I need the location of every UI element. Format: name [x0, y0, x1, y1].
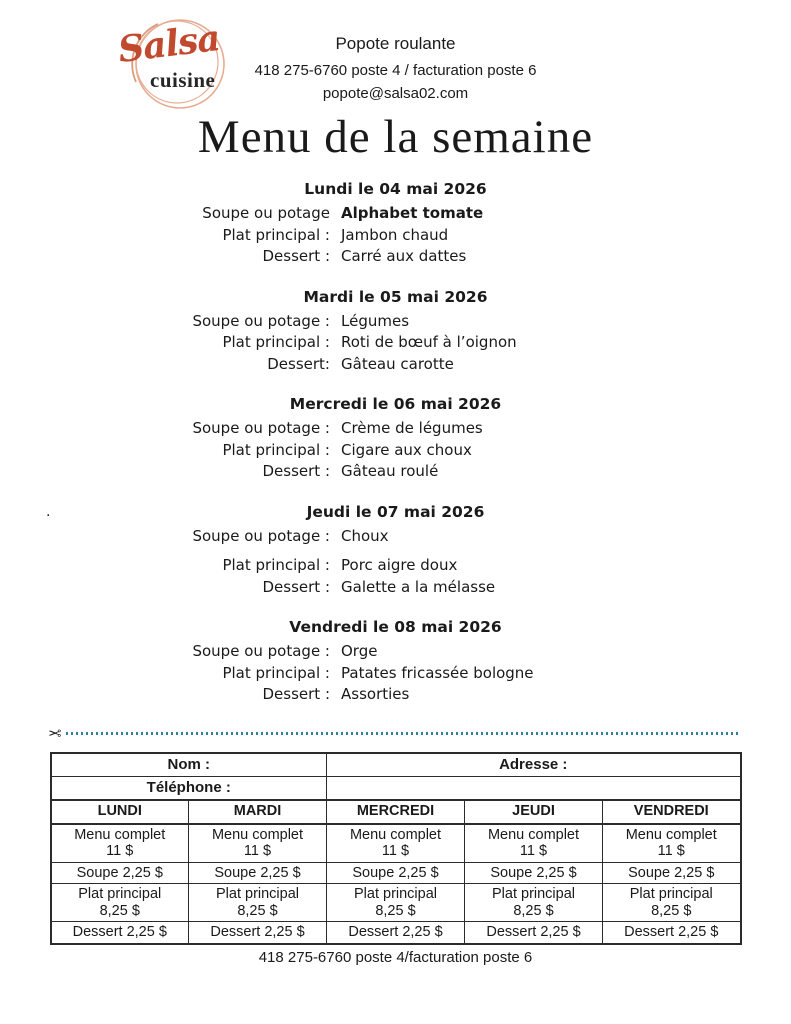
stray-period-mark: .	[46, 504, 51, 520]
day-header-lundi: LUNDI	[51, 800, 189, 824]
price-cell[interactable]	[465, 884, 603, 922]
dish-name: Gâteau carotte	[341, 354, 454, 373]
price-line: 11 $	[657, 843, 685, 859]
email-line: popote@salsa02.com	[322, 85, 469, 102]
day-section-vendredi	[0, 617, 791, 706]
dish-name: Crème de légumes	[341, 419, 483, 437]
day-header-mercredi: MERCREDI	[327, 800, 465, 824]
price-line: Soupe 2,25 $	[490, 864, 577, 881]
order-form-table	[50, 752, 742, 945]
cut-here-line	[44, 725, 741, 743]
page-title: Menu de la semaine	[197, 111, 594, 163]
dish-name: Assorties	[341, 685, 410, 703]
footer-contact-line: 418 275-6760 poste 4/facturation poste 6	[258, 948, 533, 966]
menu-row-dessert	[0, 246, 791, 268]
menu-row-soupe	[0, 641, 791, 663]
price-line: 8,25 $	[99, 902, 140, 919]
price-cell[interactable]	[603, 862, 741, 884]
price-line: Dessert 2,25 $	[210, 924, 305, 940]
price-row-dessert	[51, 922, 741, 944]
course-label: Plat principal :	[222, 663, 330, 682]
price-row-menu-complet	[51, 824, 741, 863]
price-cell[interactable]	[603, 922, 741, 944]
price-row-soupe	[51, 862, 741, 884]
price-cell[interactable]	[603, 824, 741, 863]
menu-row-plat	[0, 440, 791, 462]
phone-line: 418 275-6760 poste 4 / facturation poste 6	[254, 62, 537, 79]
price-line: Menu complet	[349, 826, 442, 843]
logo-script-text: Salsa	[115, 16, 222, 72]
dish-name: Orge	[341, 642, 378, 660]
course-label: Plat principal :	[222, 225, 330, 244]
price-line: 11 $	[381, 843, 410, 859]
course-label: Dessert :	[262, 685, 330, 703]
price-cell[interactable]	[465, 824, 603, 863]
price-line: Dessert 2,25 $	[348, 924, 443, 940]
menu-row-plat	[0, 555, 791, 577]
price-line: Menu complet	[625, 826, 717, 843]
salsa-cuisine-logo	[106, 12, 246, 114]
day-section-mercredi	[0, 394, 791, 483]
price-line: Menu complet	[487, 826, 580, 843]
price-cell[interactable]	[189, 884, 327, 922]
price-line: Plat principal	[629, 886, 713, 902]
dish-name: Carré aux dattes	[341, 247, 467, 265]
logo-word-text: cuisine	[150, 68, 216, 92]
dish-name: Jambon chaud	[341, 225, 449, 244]
day-heading: Mercredi le 06 mai 2026	[289, 395, 502, 413]
menu-row-dessert	[0, 684, 791, 706]
course-label: Soupe ou potage :	[192, 419, 330, 437]
price-cell[interactable]	[189, 922, 327, 944]
dish-name: Gâteau roulé	[341, 462, 439, 480]
price-cell[interactable]	[327, 824, 465, 863]
dish-name: Galette a la mélasse	[341, 577, 496, 596]
dish-name: Patates fricassée bologne	[341, 663, 534, 682]
price-cell[interactable]	[51, 884, 189, 922]
menu-row-plat	[0, 663, 791, 685]
dish-name: Alphabet tomate	[341, 204, 484, 222]
price-cell[interactable]	[51, 862, 189, 884]
menu-row-dessert	[0, 577, 791, 599]
course-label: Soupe ou potage :	[192, 642, 330, 660]
price-cell[interactable]	[327, 862, 465, 884]
price-line: Plat principal	[78, 886, 162, 902]
menu-row-soupe	[0, 203, 791, 225]
price-line: Soupe 2,25 $	[76, 864, 163, 881]
menu-row-soupe	[0, 526, 791, 548]
price-line: 8,25 $	[237, 902, 278, 919]
price-line: Soupe 2,25 $	[214, 864, 301, 881]
day-heading: Mardi le 05 mai 2026	[303, 287, 488, 306]
menu-row-plat	[0, 332, 791, 354]
day-header-vendredi: VENDREDI	[603, 800, 741, 824]
price-line: 11 $	[519, 843, 548, 859]
organization-name: Popote roulante	[335, 34, 456, 53]
dish-name: Porc aigre doux	[341, 556, 458, 574]
dish-name: Roti de bœuf à l’oignon	[341, 333, 517, 351]
menu-row-soupe	[0, 418, 791, 440]
price-line: Dessert 2,25 $	[624, 924, 719, 940]
adresse-field[interactable]: Adresse :	[327, 753, 741, 777]
price-line: Plat principal	[491, 886, 575, 902]
dish-name: Choux	[341, 526, 389, 545]
dish-name: Légumes	[341, 311, 410, 330]
menu-row-plat	[0, 225, 791, 247]
course-label: Plat principal :	[222, 333, 330, 351]
nom-field[interactable]: Nom :	[51, 753, 327, 777]
telephone-field[interactable]: Téléphone :	[51, 776, 327, 800]
price-line: 8,25 $	[513, 902, 554, 919]
day-section-mardi	[0, 287, 791, 376]
dotted-cut-rule	[66, 732, 741, 735]
course-label: Soupe ou potage :	[192, 526, 330, 545]
price-cell[interactable]	[327, 922, 465, 944]
day-header-row	[51, 800, 741, 824]
scissors-icon: ✂	[48, 723, 62, 743]
price-line: Dessert 2,25 $	[72, 924, 167, 940]
day-section-lundi	[0, 179, 791, 268]
menu-row-dessert	[0, 354, 791, 376]
price-line: 11 $	[106, 843, 134, 859]
name-address-row	[51, 753, 741, 777]
course-label: Soupe ou potage	[202, 204, 330, 222]
day-header-mardi: MARDI	[189, 800, 327, 824]
course-label: Plat principal :	[222, 440, 330, 459]
price-cell[interactable]	[189, 824, 327, 863]
course-label: Dessert :	[262, 462, 330, 480]
day-section-jeudi	[0, 502, 791, 599]
price-cell[interactable]	[189, 862, 327, 884]
price-cell[interactable]	[465, 922, 603, 944]
price-line: Menu complet	[211, 826, 304, 843]
price-cell[interactable]	[603, 884, 741, 922]
telephone-row	[51, 776, 741, 800]
price-cell[interactable]	[465, 862, 603, 884]
price-line: Soupe 2,25 $	[628, 864, 715, 881]
dish-name: Cigare aux choux	[341, 440, 472, 459]
day-heading: Vendredi le 08 mai 2026	[289, 618, 502, 636]
price-line: Soupe 2,25 $	[352, 864, 439, 881]
price-line: Menu complet	[74, 826, 166, 843]
price-line: Dessert 2,25 $	[486, 924, 581, 940]
menu-row-dessert	[0, 461, 791, 483]
price-line: Plat principal	[215, 886, 299, 902]
day-heading: Jeudi le 07 mai 2026	[306, 502, 485, 521]
menu-row-soupe	[0, 311, 791, 333]
price-row-plat-principal	[51, 884, 741, 922]
price-cell[interactable]	[327, 884, 465, 922]
price-line: 11 $	[243, 843, 272, 859]
price-cell[interactable]	[51, 922, 189, 944]
weekly-menu	[0, 179, 791, 706]
course-label: Soupe ou potage :	[192, 311, 330, 330]
price-line: Plat principal	[353, 886, 437, 902]
price-cell[interactable]	[51, 824, 189, 863]
price-line: 8,25 $	[375, 902, 416, 919]
day-heading: Lundi le 04 mai 2026	[304, 180, 487, 198]
course-label: Dessert :	[262, 247, 330, 265]
telephone-blank-field[interactable]	[327, 776, 741, 800]
day-header-jeudi: JEUDI	[465, 800, 603, 824]
course-label: Dessert:	[267, 354, 330, 373]
course-label: Plat principal :	[222, 556, 330, 574]
course-label: Dessert :	[262, 577, 330, 596]
price-line: 8,25 $	[651, 902, 692, 919]
